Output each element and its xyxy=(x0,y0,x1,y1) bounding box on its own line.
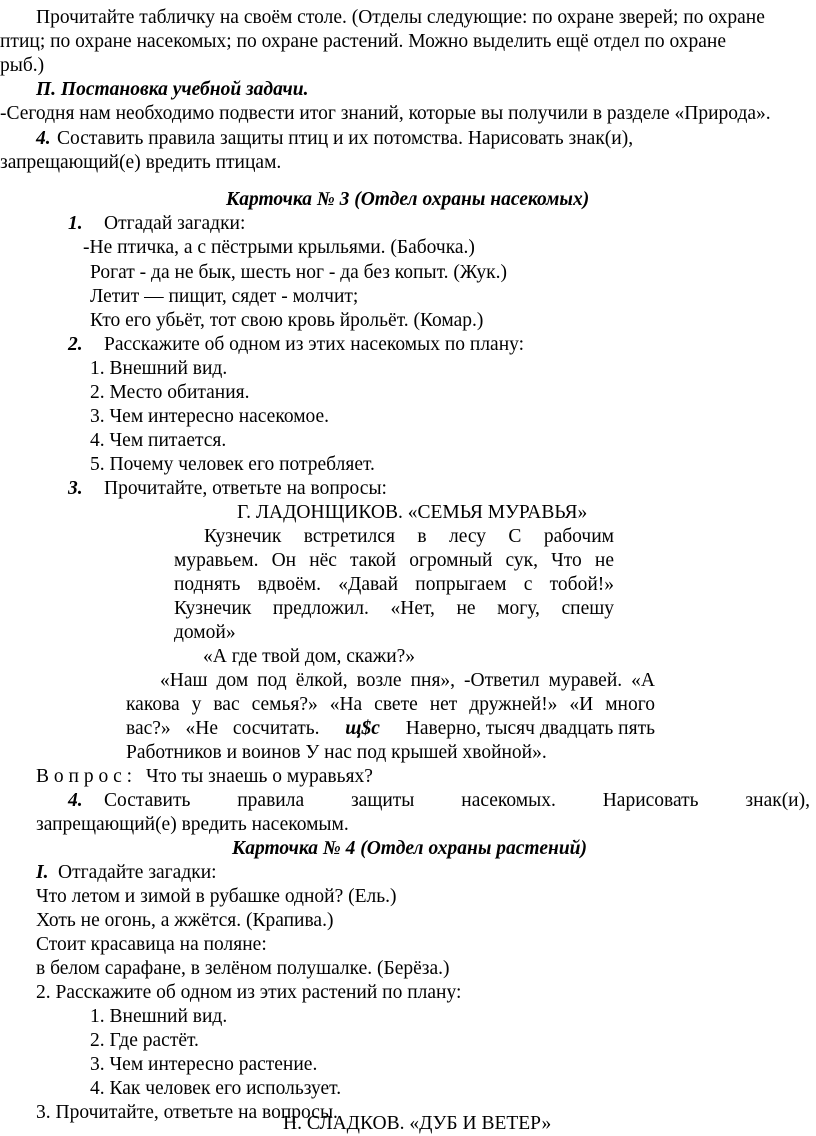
section-heading: П. Постановка учебной задачи. xyxy=(36,79,309,100)
task-number: 4. xyxy=(36,128,51,149)
card3-task2-text: Расскажите об одном из этих насекомых по плану: xyxy=(104,334,525,355)
riddle-line: Кто его убьёт, тот свою кровь йрольёт. (Комар.) xyxy=(90,310,484,331)
card3-task3-number: 3. xyxy=(68,478,83,499)
riddle-line: в белом сарафане, в зелёном полушалке. (Берёза.) xyxy=(36,958,450,979)
riddle-line: Летит — пищит, сядет - молчит; xyxy=(90,286,359,307)
story-line: домой» xyxy=(174,622,236,643)
story-title: Н. СЛАДКОВ. «ДУБ И ВЕТЕР» xyxy=(283,1113,552,1134)
story-line: «Наш дом под ёлкой, возле пня», -Ответил муравей. «А xyxy=(160,670,655,691)
story-line: «А где твой дом, скажи?» xyxy=(203,646,416,667)
story-line: муравьем. Он нёс такой огромный сук, Что не xyxy=(174,550,614,571)
story-line xyxy=(126,717,655,741)
intro-line-1: Прочитайте табличку на своём столе. (Отделы следующие: по охране зверей; по охране xyxy=(36,7,765,28)
card3-task1-number: 1. xyxy=(68,213,83,234)
story-line: Кузнечик встретился в лесу С рабочим xyxy=(204,526,614,547)
riddle-line: Рогат - да не бык, шесть ног - да без копыт. (Жук.) xyxy=(90,262,507,283)
card3-task4-text: Составить правила защиты насекомых. Нарисовать знак(и), xyxy=(104,790,810,811)
riddle-line: Стоит красавица на поляне: xyxy=(36,934,267,955)
story-line: поднять вдвоём. «Давай попрыгаем с тобой!» xyxy=(174,574,614,595)
story-fragment: Наверно, тысяч двадцать пять xyxy=(405,718,655,739)
plan-item: 4. Чем питается. xyxy=(90,430,227,451)
task-text-continued: запрещающий(е) вредить птицам. xyxy=(0,152,282,173)
story-fragment: вас?» «Не сосчитать. xyxy=(126,718,320,739)
question-label: В о п р о с : xyxy=(36,766,133,787)
riddle-line: Хоть не огонь, а жжётся. (Крапива.) xyxy=(36,910,334,931)
card3-task4-text-continued: запрещающий(е) вредить насекомым. xyxy=(36,814,349,835)
card4-title: Карточка № 4 (Отдел охраны растений) xyxy=(232,838,588,859)
card3-task1-text: Отгадай загадки: xyxy=(104,213,246,234)
story-line: Кузнечик предложил. «Нет, не могу, спешу xyxy=(174,598,614,619)
plan-item: 2. Место обитания. xyxy=(90,382,250,403)
card4-task2-text: 2. Расскажите об одном из этих растений по плану: xyxy=(36,982,462,1003)
plan-item: 2. Где растёт. xyxy=(90,1030,199,1051)
section-text: -Сегодня нам необходимо подвести итог знаний, которые вы получили в разделе «Природа». xyxy=(0,103,771,124)
plan-item: 3. Чем интересно насекомое. xyxy=(90,406,330,427)
riddle-line: Что летом и зимой в рубашке одной? (Ель.) xyxy=(36,886,397,907)
intro-line-2: птиц; по охране насекомых; по охране растений. Можно выделить ещё отдел по охране xyxy=(0,31,726,52)
riddle-line: -Не птичка, а с пёстрыми крыльями. (Бабочка.) xyxy=(83,237,475,258)
card3-task3-text: Прочитайте, ответьте на вопросы: xyxy=(104,478,387,499)
card4-task3-text: 3. Прочитайте, ответьте на вопросы. xyxy=(36,1102,338,1123)
story-line: какова у вас семья?» «На свете нет дружней!» «И много xyxy=(126,694,655,715)
task-text: Составить правила защиты птиц и их потомства. Нарисовать знак(и), xyxy=(57,128,634,149)
plan-item: 5. Почему человек его потребляет. xyxy=(90,454,375,475)
card3-title: Карточка № 3 (Отдел охраны насекомых) xyxy=(226,189,590,210)
card3-task4-number: 4. xyxy=(68,790,83,811)
card3-task2-number: 2. xyxy=(68,334,83,355)
card4-task1-text: Отгадайте загадки: xyxy=(58,862,217,883)
plan-item: 4. Как человек его использует. xyxy=(90,1078,342,1099)
plan-item: 1. Внешний вид. xyxy=(90,1006,228,1027)
story-fragment: щ$с xyxy=(345,718,380,739)
card4-task1-number: I. xyxy=(36,862,49,883)
story-title: Г. ЛАДОНЩИКОВ. «СЕМЬЯ МУРАВЬЯ» xyxy=(237,502,588,523)
question-text: Что ты знаешь о муравьях? xyxy=(146,766,373,787)
story-line: Работников и воинов У нас под крышей хвойной». xyxy=(126,742,547,763)
intro-line-3: рыб.) xyxy=(0,55,45,76)
plan-item: 1. Внешний вид. xyxy=(90,358,228,379)
plan-item: 3. Чем интересно растение. xyxy=(90,1054,318,1075)
